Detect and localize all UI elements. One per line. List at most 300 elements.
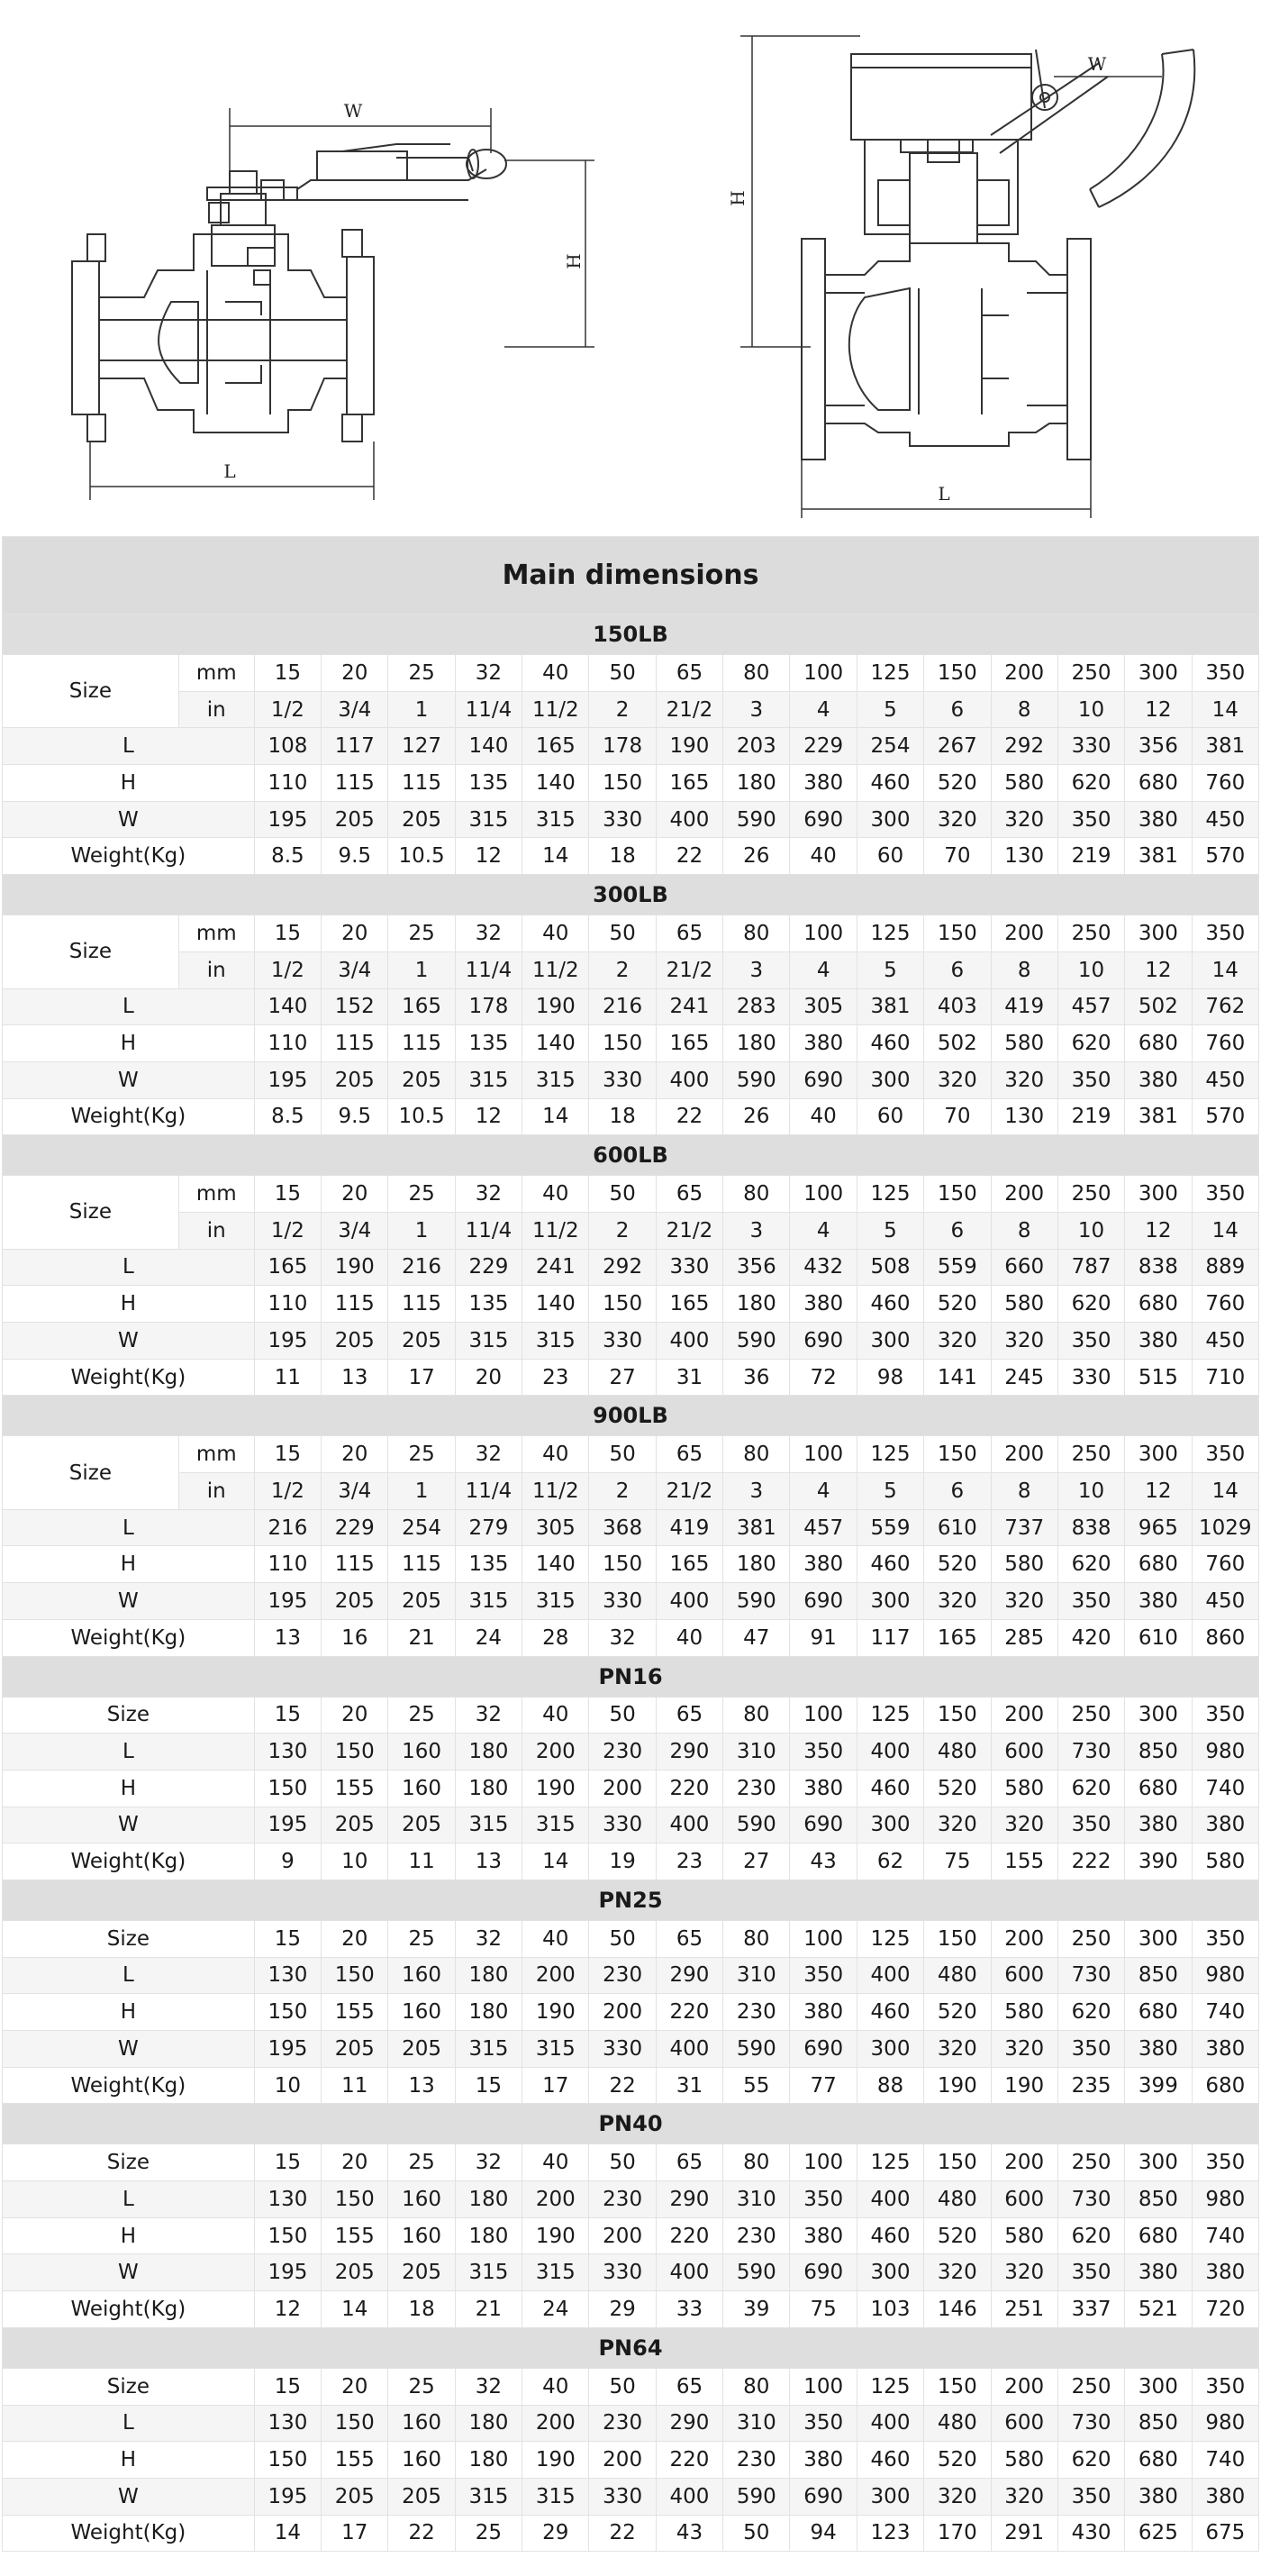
value-cell: 315 bbox=[455, 1807, 522, 1843]
value-cell: 230 bbox=[723, 2442, 790, 2479]
size-mm-cell: 150 bbox=[924, 915, 991, 952]
dimension-row bbox=[3, 2515, 1259, 2552]
size-cell: 80 bbox=[723, 1697, 790, 1734]
dimension-row bbox=[3, 988, 1259, 1025]
value-cell: 12 bbox=[254, 2291, 321, 2328]
size-cell: 100 bbox=[790, 1697, 857, 1734]
size-cell: 350 bbox=[1192, 2144, 1258, 2181]
row-label: L bbox=[3, 1957, 255, 1994]
value-cell: 620 bbox=[1057, 2217, 1124, 2254]
value-cell: 180 bbox=[723, 1025, 790, 1062]
size-cell: 15 bbox=[254, 2144, 321, 2181]
row-label: L bbox=[3, 2181, 255, 2218]
value-cell: 400 bbox=[656, 1583, 722, 1620]
value-cell: 22 bbox=[388, 2515, 455, 2552]
value-cell: 320 bbox=[991, 2031, 1057, 2068]
size-cell: 50 bbox=[589, 2144, 656, 2181]
size-in-cell: 10 bbox=[1057, 691, 1124, 728]
size-cell: 200 bbox=[991, 1697, 1057, 1734]
value-cell: 740 bbox=[1192, 2217, 1258, 2254]
value-cell: 12 bbox=[455, 838, 522, 875]
value-cell: 14 bbox=[522, 1098, 589, 1135]
value-cell: 457 bbox=[1057, 988, 1124, 1025]
value-cell: 380 bbox=[1125, 801, 1192, 838]
value-cell: 31 bbox=[656, 1359, 722, 1396]
size-cell: 100 bbox=[790, 1920, 857, 1957]
size-in-cell: 4 bbox=[790, 1473, 857, 1510]
value-cell: 330 bbox=[589, 1583, 656, 1620]
size-mm-cell: 250 bbox=[1057, 915, 1124, 952]
row-label: H bbox=[3, 1770, 255, 1807]
value-cell: 205 bbox=[388, 1323, 455, 1360]
value-cell: 205 bbox=[322, 801, 388, 838]
size-cell: 150 bbox=[924, 2144, 991, 2181]
value-cell: 11 bbox=[388, 1843, 455, 1880]
size-cell: 100 bbox=[790, 2144, 857, 2181]
value-cell: 315 bbox=[455, 1061, 522, 1098]
row-label: H bbox=[3, 1025, 255, 1062]
size-mm-cell: 300 bbox=[1125, 915, 1192, 952]
size-row bbox=[3, 2144, 1259, 2181]
size-cell: 20 bbox=[322, 1920, 388, 1957]
size-mm-cell: 250 bbox=[1057, 1436, 1124, 1473]
value-cell: 432 bbox=[790, 1249, 857, 1286]
value-cell: 300 bbox=[857, 2478, 923, 2515]
section-title: 300LB bbox=[3, 875, 1259, 915]
value-cell: 205 bbox=[322, 1061, 388, 1098]
value-cell: 315 bbox=[455, 1583, 522, 1620]
value-cell: 600 bbox=[991, 2405, 1057, 2442]
size-cell: 40 bbox=[522, 1697, 589, 1734]
value-cell: 690 bbox=[790, 1583, 857, 1620]
value-cell: 140 bbox=[455, 728, 522, 765]
value-cell: 77 bbox=[790, 2067, 857, 2104]
size-mm-row bbox=[3, 655, 1259, 692]
value-cell: 165 bbox=[924, 1619, 991, 1656]
value-cell: 762 bbox=[1192, 988, 1258, 1025]
value-cell: 19 bbox=[589, 1843, 656, 1880]
value-cell: 460 bbox=[857, 765, 923, 802]
value-cell: 457 bbox=[790, 1509, 857, 1546]
size-in-cell: 4 bbox=[790, 691, 857, 728]
value-cell: 320 bbox=[924, 2478, 991, 2515]
value-cell: 680 bbox=[1125, 1994, 1192, 2031]
size-mm-cell: 300 bbox=[1125, 1176, 1192, 1213]
value-cell: 300 bbox=[857, 2031, 923, 2068]
row-label: L bbox=[3, 988, 255, 1025]
size-mm-cell: 32 bbox=[455, 1176, 522, 1213]
section-title: 150LB bbox=[3, 614, 1259, 655]
value-cell: 141 bbox=[924, 1359, 991, 1396]
value-cell: 190 bbox=[656, 728, 722, 765]
value-cell: 130 bbox=[254, 2181, 321, 2218]
size-cell: 32 bbox=[455, 2368, 522, 2405]
size-mm-cell: 20 bbox=[322, 915, 388, 952]
value-cell: 50 bbox=[723, 2515, 790, 2552]
size-in-cell: 11/2 bbox=[522, 1473, 589, 1510]
size-label: Size bbox=[3, 915, 179, 988]
value-cell: 152 bbox=[322, 988, 388, 1025]
section-header-row bbox=[3, 1135, 1259, 1176]
size-mm-cell: 200 bbox=[991, 915, 1057, 952]
value-cell: 400 bbox=[656, 2478, 722, 2515]
size-cell: 50 bbox=[589, 1697, 656, 1734]
size-in-cell: 14 bbox=[1192, 1473, 1258, 1510]
dimension-row bbox=[3, 2405, 1259, 2442]
dimension-row bbox=[3, 2254, 1259, 2291]
unit-in-label: in bbox=[178, 951, 254, 988]
value-cell: 380 bbox=[1125, 2031, 1192, 2068]
value-cell: 381 bbox=[857, 988, 923, 1025]
value-cell: 580 bbox=[991, 765, 1057, 802]
value-cell: 787 bbox=[1057, 1249, 1124, 1286]
size-cell: 150 bbox=[924, 1697, 991, 1734]
dimension-row bbox=[3, 1770, 1259, 1807]
value-cell: 150 bbox=[254, 1770, 321, 1807]
value-cell: 680 bbox=[1125, 2217, 1192, 2254]
right-w-label: W bbox=[1087, 53, 1107, 75]
size-in-cell: 14 bbox=[1192, 951, 1258, 988]
size-mm-cell: 80 bbox=[723, 1176, 790, 1213]
value-cell: 737 bbox=[991, 1509, 1057, 1546]
value-cell: 350 bbox=[790, 1734, 857, 1770]
value-cell: 155 bbox=[322, 2217, 388, 2254]
row-label: L bbox=[3, 728, 255, 765]
size-label: Size bbox=[3, 1436, 179, 1509]
value-cell: 330 bbox=[589, 2254, 656, 2291]
value-cell: 9.5 bbox=[322, 838, 388, 875]
size-in-cell: 2 bbox=[589, 1212, 656, 1249]
size-mm-cell: 20 bbox=[322, 655, 388, 692]
size-in-cell: 6 bbox=[924, 1212, 991, 1249]
value-cell: 230 bbox=[723, 1994, 790, 2031]
size-mm-cell: 40 bbox=[522, 655, 589, 692]
value-cell: 203 bbox=[723, 728, 790, 765]
value-cell: 400 bbox=[656, 801, 722, 838]
size-label: Size bbox=[3, 655, 179, 728]
size-mm-cell: 65 bbox=[656, 655, 722, 692]
value-cell: 320 bbox=[991, 2254, 1057, 2291]
value-cell: 330 bbox=[589, 1061, 656, 1098]
value-cell: 600 bbox=[991, 2181, 1057, 2218]
size-mm-cell: 125 bbox=[857, 1176, 923, 1213]
size-in-cell: 21/2 bbox=[656, 691, 722, 728]
value-cell: 200 bbox=[522, 1734, 589, 1770]
value-cell: 195 bbox=[254, 1807, 321, 1843]
value-cell: 205 bbox=[322, 2031, 388, 2068]
size-mm-cell: 100 bbox=[790, 1436, 857, 1473]
row-label: H bbox=[3, 2442, 255, 2479]
value-cell: 680 bbox=[1125, 1546, 1192, 1583]
value-cell: 620 bbox=[1057, 2442, 1124, 2479]
size-in-row bbox=[3, 951, 1259, 988]
dimension-row bbox=[3, 1025, 1259, 1062]
size-mm-cell: 32 bbox=[455, 1436, 522, 1473]
value-cell: 180 bbox=[455, 2217, 522, 2254]
size-in-cell: 1/2 bbox=[254, 691, 321, 728]
value-cell: 502 bbox=[924, 1025, 991, 1062]
value-cell: 300 bbox=[857, 1061, 923, 1098]
value-cell: 205 bbox=[388, 801, 455, 838]
value-cell: 330 bbox=[1057, 728, 1124, 765]
value-cell: 220 bbox=[656, 1994, 722, 2031]
value-cell: 165 bbox=[254, 1249, 321, 1286]
value-cell: 205 bbox=[322, 2254, 388, 2291]
value-cell: 40 bbox=[790, 1098, 857, 1135]
size-in-cell: 10 bbox=[1057, 1212, 1124, 1249]
row-label: W bbox=[3, 1583, 255, 1620]
value-cell: 400 bbox=[857, 1734, 923, 1770]
value-cell: 380 bbox=[790, 1286, 857, 1323]
value-cell: 117 bbox=[322, 728, 388, 765]
size-cell: 350 bbox=[1192, 1697, 1258, 1734]
value-cell: 400 bbox=[857, 2405, 923, 2442]
value-cell: 283 bbox=[723, 988, 790, 1025]
value-cell: 110 bbox=[254, 1546, 321, 1583]
size-mm-cell: 65 bbox=[656, 1436, 722, 1473]
size-mm-cell: 350 bbox=[1192, 655, 1258, 692]
size-label: Size bbox=[3, 2368, 255, 2405]
size-cell: 300 bbox=[1125, 2144, 1192, 2181]
value-cell: 205 bbox=[388, 1807, 455, 1843]
size-in-cell: 11/4 bbox=[455, 951, 522, 988]
size-cell: 200 bbox=[991, 2144, 1057, 2181]
left-l-label: L bbox=[223, 460, 236, 482]
size-mm-cell: 150 bbox=[924, 1176, 991, 1213]
dimension-row bbox=[3, 2291, 1259, 2328]
size-mm-cell: 15 bbox=[254, 1436, 321, 1473]
value-cell: 200 bbox=[589, 2217, 656, 2254]
valve-drawings bbox=[0, 0, 1261, 536]
dimension-row bbox=[3, 801, 1259, 838]
value-cell: 350 bbox=[790, 2181, 857, 2218]
value-cell: 330 bbox=[589, 2031, 656, 2068]
section-header-row bbox=[3, 875, 1259, 915]
value-cell: 980 bbox=[1192, 2405, 1258, 2442]
value-cell: 380 bbox=[790, 1994, 857, 2031]
size-cell: 32 bbox=[455, 2144, 522, 2181]
value-cell: 13 bbox=[388, 2067, 455, 2104]
value-cell: 400 bbox=[656, 2031, 722, 2068]
value-cell: 229 bbox=[455, 1249, 522, 1286]
section-title: 600LB bbox=[3, 1135, 1259, 1176]
value-cell: 24 bbox=[522, 2291, 589, 2328]
size-mm-cell: 80 bbox=[723, 915, 790, 952]
row-label: L bbox=[3, 2405, 255, 2442]
value-cell: 60 bbox=[857, 838, 923, 875]
value-cell: 520 bbox=[924, 2217, 991, 2254]
value-cell: 140 bbox=[522, 765, 589, 802]
size-row bbox=[3, 1697, 1259, 1734]
value-cell: 838 bbox=[1125, 1249, 1192, 1286]
size-cell: 100 bbox=[790, 2368, 857, 2405]
value-cell: 337 bbox=[1057, 2291, 1124, 2328]
value-cell: 9 bbox=[254, 1843, 321, 1880]
dimension-row bbox=[3, 2031, 1259, 2068]
value-cell: 190 bbox=[924, 2067, 991, 2104]
value-cell: 62 bbox=[857, 1843, 923, 1880]
value-cell: 580 bbox=[991, 1546, 1057, 1583]
value-cell: 165 bbox=[522, 728, 589, 765]
section-title: 900LB bbox=[3, 1396, 1259, 1436]
value-cell: 315 bbox=[522, 2478, 589, 2515]
size-in-cell: 21/2 bbox=[656, 1212, 722, 1249]
gear-valve-drawing bbox=[0, 0, 1261, 536]
value-cell: 320 bbox=[991, 1583, 1057, 1620]
value-cell: 730 bbox=[1057, 2405, 1124, 2442]
size-cell: 20 bbox=[322, 2144, 388, 2181]
value-cell: 300 bbox=[857, 1807, 923, 1843]
value-cell: 330 bbox=[589, 801, 656, 838]
size-in-cell: 5 bbox=[857, 951, 923, 988]
value-cell: 14 bbox=[254, 2515, 321, 2552]
value-cell: 160 bbox=[388, 1957, 455, 1994]
value-cell: 245 bbox=[991, 1359, 1057, 1396]
value-cell: 25 bbox=[455, 2515, 522, 2552]
value-cell: 980 bbox=[1192, 1734, 1258, 1770]
size-mm-cell: 150 bbox=[924, 655, 991, 692]
value-cell: 320 bbox=[924, 2031, 991, 2068]
value-cell: 320 bbox=[924, 2254, 991, 2291]
value-cell: 965 bbox=[1125, 1509, 1192, 1546]
main-title-row bbox=[3, 537, 1259, 614]
value-cell: 450 bbox=[1192, 1583, 1258, 1620]
value-cell: 205 bbox=[322, 1583, 388, 1620]
section-header-row bbox=[3, 2327, 1259, 2368]
size-cell: 65 bbox=[656, 1920, 722, 1957]
value-cell: 460 bbox=[857, 1025, 923, 1062]
row-label: Weight(Kg) bbox=[3, 1098, 255, 1135]
value-cell: 315 bbox=[522, 801, 589, 838]
value-cell: 381 bbox=[723, 1509, 790, 1546]
size-in-cell: 5 bbox=[857, 1473, 923, 1510]
value-cell: 620 bbox=[1057, 1546, 1124, 1583]
value-cell: 75 bbox=[924, 1843, 991, 1880]
size-cell: 15 bbox=[254, 2368, 321, 2405]
value-cell: 178 bbox=[589, 728, 656, 765]
value-cell: 400 bbox=[656, 1061, 722, 1098]
size-label: Size bbox=[3, 1920, 255, 1957]
dimension-row bbox=[3, 1734, 1259, 1770]
value-cell: 12 bbox=[455, 1098, 522, 1135]
value-cell: 130 bbox=[254, 1734, 321, 1770]
value-cell: 620 bbox=[1057, 1770, 1124, 1807]
value-cell: 130 bbox=[991, 838, 1057, 875]
value-cell: 710 bbox=[1192, 1359, 1258, 1396]
value-cell: 520 bbox=[924, 1546, 991, 1583]
section-title: PN64 bbox=[3, 2327, 1259, 2368]
value-cell: 315 bbox=[522, 1807, 589, 1843]
left-w-label: W bbox=[343, 100, 363, 122]
value-cell: 399 bbox=[1125, 2067, 1192, 2104]
value-cell: 580 bbox=[991, 1770, 1057, 1807]
size-in-cell: 4 bbox=[790, 1212, 857, 1249]
value-cell: 70 bbox=[924, 838, 991, 875]
value-cell: 8.5 bbox=[254, 1098, 321, 1135]
size-mm-cell: 350 bbox=[1192, 1436, 1258, 1473]
dimension-row bbox=[3, 2442, 1259, 2479]
value-cell: 180 bbox=[455, 2442, 522, 2479]
value-cell: 110 bbox=[254, 765, 321, 802]
value-cell: 115 bbox=[322, 1546, 388, 1583]
value-cell: 160 bbox=[388, 2181, 455, 2218]
size-cell: 25 bbox=[388, 1697, 455, 1734]
value-cell: 14 bbox=[322, 2291, 388, 2328]
value-cell: 216 bbox=[589, 988, 656, 1025]
size-cell: 300 bbox=[1125, 1920, 1192, 1957]
value-cell: 320 bbox=[991, 1807, 1057, 1843]
value-cell: 315 bbox=[455, 2031, 522, 2068]
value-cell: 160 bbox=[388, 2405, 455, 2442]
dimension-row bbox=[3, 2181, 1259, 2218]
value-cell: 150 bbox=[254, 2217, 321, 2254]
value-cell: 730 bbox=[1057, 2181, 1124, 2218]
value-cell: 381 bbox=[1192, 728, 1258, 765]
value-cell: 450 bbox=[1192, 801, 1258, 838]
value-cell: 675 bbox=[1192, 2515, 1258, 2552]
value-cell: 23 bbox=[656, 1843, 722, 1880]
value-cell: 315 bbox=[522, 1061, 589, 1098]
value-cell: 135 bbox=[455, 1286, 522, 1323]
value-cell: 279 bbox=[455, 1509, 522, 1546]
value-cell: 178 bbox=[455, 988, 522, 1025]
size-cell: 300 bbox=[1125, 2368, 1192, 2405]
section-title: PN16 bbox=[3, 1656, 1259, 1697]
size-cell: 15 bbox=[254, 1920, 321, 1957]
size-mm-cell: 65 bbox=[656, 1176, 722, 1213]
row-label: H bbox=[3, 1994, 255, 2031]
size-cell: 40 bbox=[522, 1920, 589, 1957]
size-mm-cell: 25 bbox=[388, 655, 455, 692]
value-cell: 10 bbox=[254, 2067, 321, 2104]
value-cell: 9.5 bbox=[322, 1098, 388, 1135]
value-cell: 460 bbox=[857, 1994, 923, 2031]
value-cell: 300 bbox=[857, 801, 923, 838]
size-mm-cell: 20 bbox=[322, 1436, 388, 1473]
size-in-cell: 11/2 bbox=[522, 951, 589, 988]
value-cell: 103 bbox=[857, 2291, 923, 2328]
row-label: H bbox=[3, 2217, 255, 2254]
size-mm-cell: 50 bbox=[589, 915, 656, 952]
value-cell: 680 bbox=[1125, 2442, 1192, 2479]
value-cell: 165 bbox=[656, 765, 722, 802]
size-label: Size bbox=[3, 2144, 255, 2181]
size-in-cell: 11/4 bbox=[455, 1473, 522, 1510]
value-cell: 300 bbox=[857, 2254, 923, 2291]
unit-in-label: in bbox=[178, 691, 254, 728]
value-cell: 680 bbox=[1192, 2067, 1258, 2104]
value-cell: 190 bbox=[991, 2067, 1057, 2104]
size-in-cell: 6 bbox=[924, 691, 991, 728]
value-cell: 115 bbox=[322, 1286, 388, 1323]
size-in-cell: 1/2 bbox=[254, 1212, 321, 1249]
row-label: H bbox=[3, 1546, 255, 1583]
size-mm-cell: 80 bbox=[723, 655, 790, 692]
dimension-row bbox=[3, 1249, 1259, 1286]
value-cell: 350 bbox=[1057, 2254, 1124, 2291]
left-h-label: H bbox=[563, 253, 585, 269]
size-mm-cell: 200 bbox=[991, 1176, 1057, 1213]
value-cell: 115 bbox=[388, 1025, 455, 1062]
size-cell: 65 bbox=[656, 2144, 722, 2181]
value-cell: 200 bbox=[522, 2405, 589, 2442]
value-cell: 350 bbox=[1057, 1323, 1124, 1360]
value-cell: 205 bbox=[322, 2478, 388, 2515]
size-in-cell: 8 bbox=[991, 691, 1057, 728]
value-cell: 320 bbox=[924, 1807, 991, 1843]
size-in-cell: 2 bbox=[589, 1473, 656, 1510]
section-title: PN40 bbox=[3, 2104, 1259, 2144]
